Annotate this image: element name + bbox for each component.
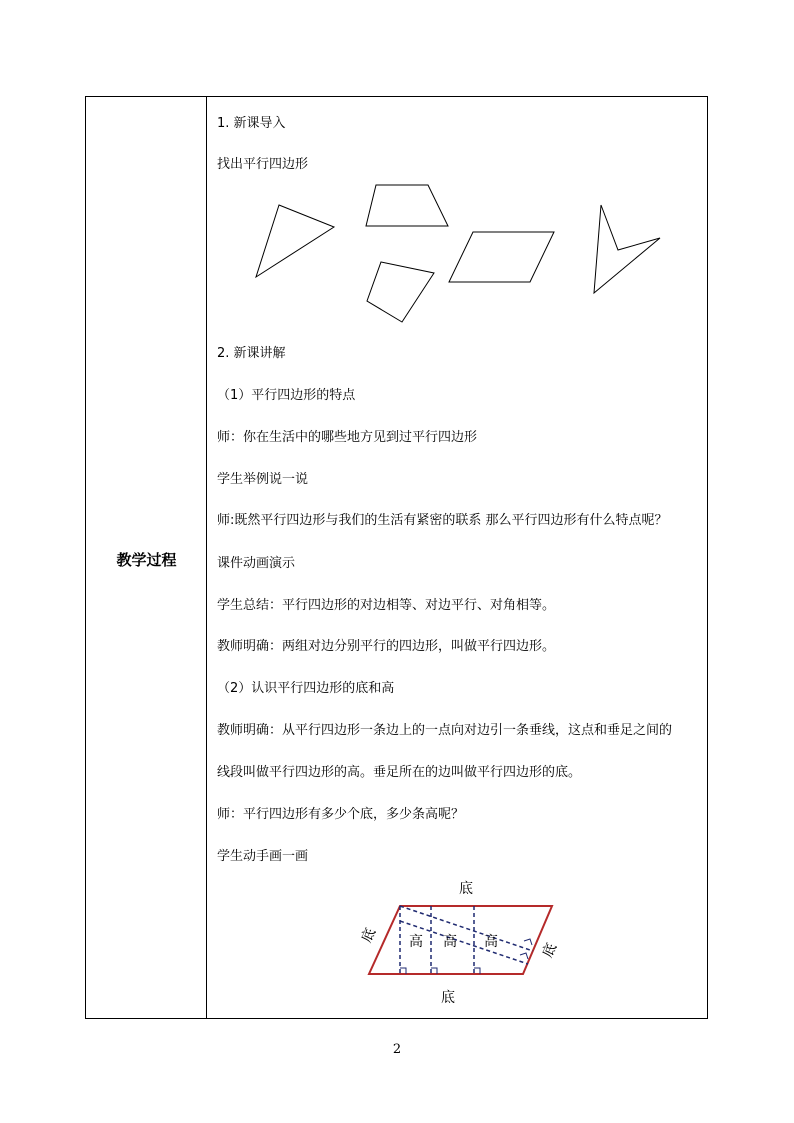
triangle-shape <box>256 205 334 277</box>
height-definition-1: 教师明确：从平行四边形一条边上的一点向对边引一条垂线，这点和垂足之间的 <box>217 723 673 738</box>
subheading-base-height: （2）认识平行四边形的底和高 <box>217 681 395 696</box>
label-left-base: 底 <box>358 925 380 946</box>
page-number: 2 <box>392 1042 402 1057</box>
parallelogram-shape <box>449 232 554 282</box>
animation-demo: 课件动画演示 <box>217 556 296 571</box>
label-height-1: 高 <box>409 934 423 950</box>
label-height-2: 高 <box>443 934 457 950</box>
task-find-parallelogram: 找出平行四边形 <box>217 157 309 172</box>
concave-shape <box>594 205 660 293</box>
student-summary: 学生总结：平行四边形的对边相等、对边平行、对角相等。 <box>217 598 556 613</box>
teacher-count-question: 师：平行四边形有多少个底，多少条高呢？ <box>217 807 465 822</box>
teacher-definition: 教师明确：两组对边分别平行的四边形，叫做平行四边形。 <box>217 639 556 654</box>
label-cell <box>86 97 207 1018</box>
content-cell <box>208 97 708 1018</box>
student-examples: 学生举例说一说 <box>217 472 309 487</box>
heading-intro: 1. 新课导入 <box>217 116 286 131</box>
student-draw: 学生动手画一画 <box>217 849 309 864</box>
height-definition-2: 线段叫做平行四边形的高。垂足所在的边叫做平行四边形的底。 <box>217 765 582 780</box>
base-height-diagram <box>208 877 708 1017</box>
section-label: 教学过程 <box>116 551 177 569</box>
parallelogram-outline <box>369 906 552 974</box>
shapes-figure <box>208 175 708 327</box>
trapezoid-shape <box>366 185 448 226</box>
subheading-features: （1）平行四边形的特点 <box>217 388 356 403</box>
right-angle-mark <box>524 939 532 945</box>
label-bottom-base: 底 <box>441 990 455 1006</box>
lesson-table <box>85 96 708 1019</box>
right-angle-mark <box>520 953 528 959</box>
label-top-base: 底 <box>459 881 473 897</box>
label-right-base: 底 <box>539 940 561 961</box>
quadrilateral-shape <box>367 262 434 322</box>
label-height-3: 高 <box>484 934 498 950</box>
teacher-features-question: 师:既然平行四边形与我们的生活有紧密的联系 那么平行四边形有什么特点呢？ <box>217 513 668 528</box>
heading-new-lesson: 2. 新课讲解 <box>217 346 286 361</box>
teacher-question: 师：你在生活中的哪些地方见到过平行四边形 <box>217 430 478 445</box>
